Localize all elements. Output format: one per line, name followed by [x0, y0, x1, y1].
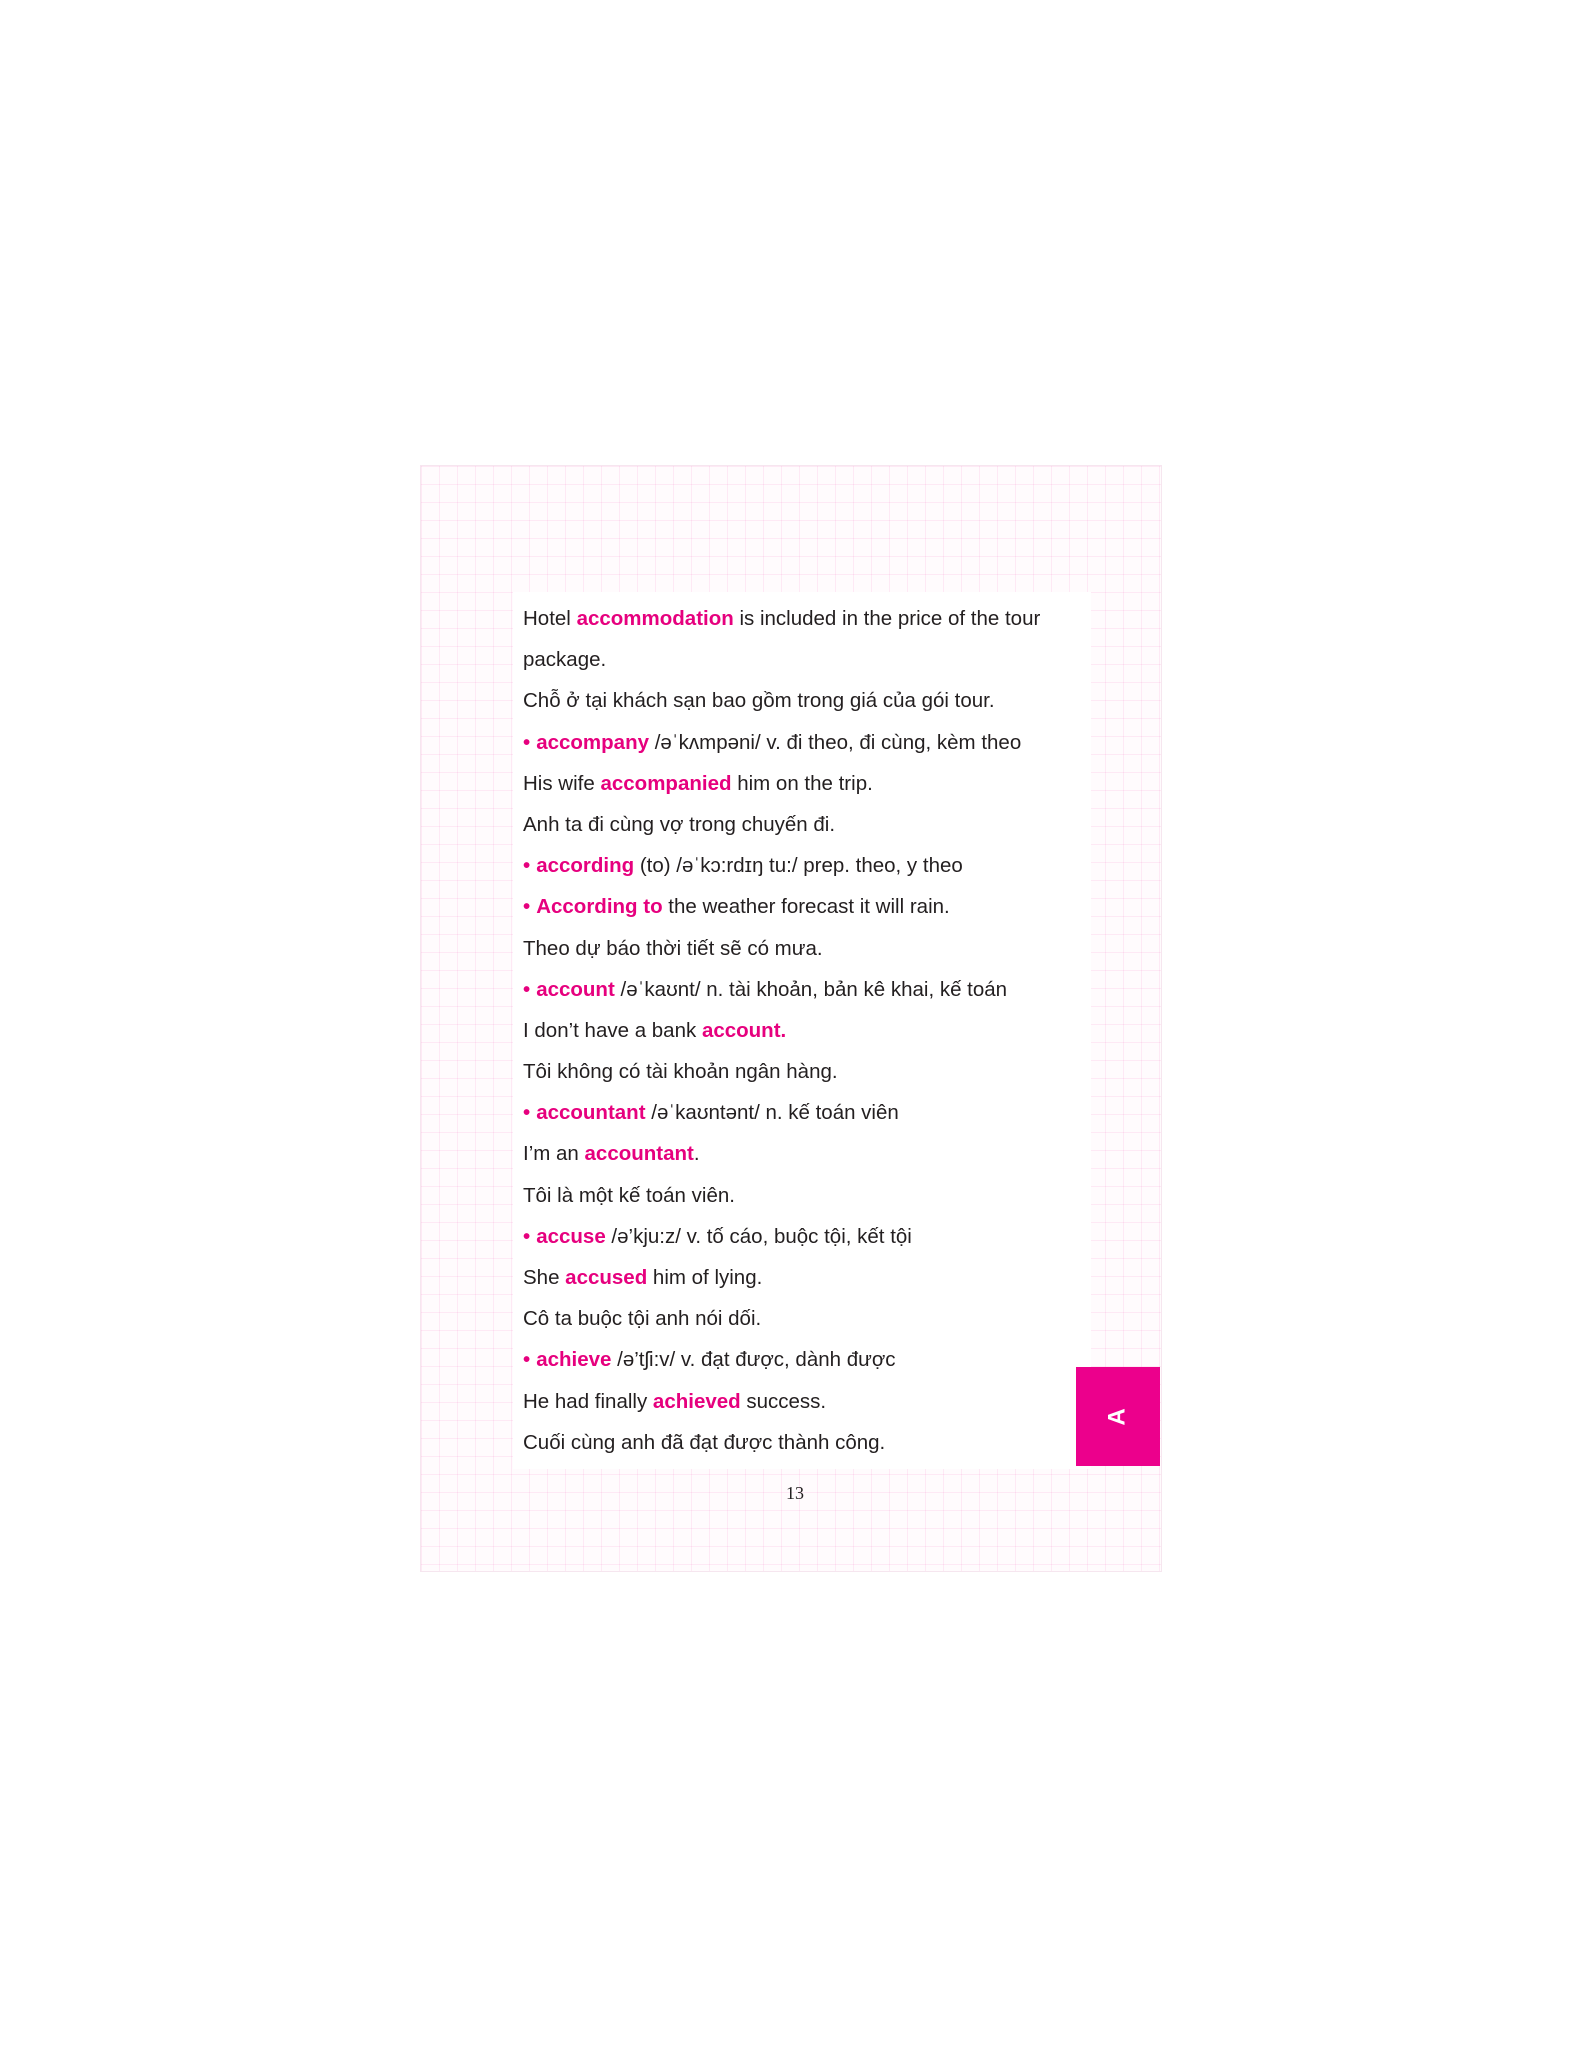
text-segment: the weather forecast it will rain. — [662, 895, 950, 919]
bullet-icon: • — [523, 730, 531, 754]
entry-headword-line — [523, 969, 1081, 1010]
text-segment: Tôi là một kế toán viên. — [523, 1183, 735, 1207]
text-segment: Anh ta đi cùng vợ trong chuyến đi. — [523, 812, 836, 836]
text-segment: I don’t have a bank — [523, 1018, 702, 1042]
text-line — [523, 928, 1081, 969]
highlighted-word: account — [536, 977, 615, 1001]
text-segment: /əˈkaʊnt/ n. tài khoản, bản kê khai, kế toán — [614, 977, 1008, 1001]
text-line — [523, 763, 1081, 804]
bullet-icon: • — [523, 977, 531, 1001]
text-segment: Chỗ ở tại khách sạn bao gồm trong giá của gói tour. — [523, 689, 995, 713]
bullet-icon: • — [523, 1348, 531, 1372]
bullet-icon: • — [523, 895, 531, 919]
text-segment: Cuối cùng anh đã đạt được thành công. — [523, 1430, 886, 1454]
highlighted-word: according — [536, 854, 635, 878]
section-tab — [1076, 1367, 1160, 1466]
text-segment: (to) /əˈkɔ:rdɪŋ tu:/ prep. theo, y theo — [634, 854, 963, 878]
bullet-icon: • — [523, 854, 531, 878]
text-segment: Tôi không có tài khoản ngân hàng. — [523, 1060, 838, 1084]
text-segment: . — [693, 1142, 700, 1166]
text-segment: Theo dự báo thời tiết sẽ có mưa. — [523, 936, 823, 960]
text-segment: /əˈkaʊntənt/ n. kế toán viên — [645, 1101, 899, 1125]
highlighted-word: accountant — [584, 1142, 694, 1166]
text-segment: him on the trip. — [731, 771, 873, 795]
text-segment: package. — [523, 648, 607, 672]
entry-headword-line — [523, 1092, 1081, 1133]
highlighted-word: According to — [536, 895, 663, 919]
text-line — [523, 639, 1081, 680]
text-line — [523, 1010, 1081, 1051]
entry-headword-line — [523, 1216, 1081, 1257]
text-segment: Hotel — [523, 607, 577, 630]
text-line — [523, 1257, 1081, 1298]
text-line — [523, 598, 1081, 639]
text-segment: success. — [740, 1389, 827, 1413]
text-line — [523, 1175, 1081, 1216]
text-line — [523, 1422, 1081, 1463]
text-segment: I’m an — [523, 1142, 585, 1166]
text-segment: He had finally — [523, 1389, 653, 1413]
highlighted-word: accompany — [536, 730, 649, 754]
entry-headword-line — [523, 886, 1081, 927]
highlighted-word: accommodation — [576, 607, 734, 630]
text-line — [523, 804, 1081, 845]
text-line — [523, 680, 1081, 721]
text-segment: /əˈkʌmpəni/ v. đi theo, đi cùng, kèm theo — [649, 730, 1022, 754]
bullet-icon: • — [523, 1101, 531, 1125]
highlighted-word: account. — [701, 1018, 787, 1042]
text-segment: She — [523, 1266, 566, 1289]
highlighted-word: accused — [565, 1266, 648, 1289]
text-segment: him of lying. — [647, 1266, 763, 1289]
vocabulary-content — [513, 592, 1091, 1469]
highlighted-word: accountant — [536, 1101, 646, 1125]
highlighted-word: accuse — [536, 1224, 606, 1248]
text-segment: /ə’kju:z/ v. tố cáo, buộc tội, kết tội — [605, 1224, 912, 1248]
text-line — [523, 1298, 1081, 1339]
text-line — [523, 1051, 1081, 1092]
text-segment: Cô ta buộc tội anh nói dối. — [523, 1307, 762, 1331]
entry-headword-line — [523, 845, 1081, 886]
text-segment: His wife — [523, 771, 601, 795]
bullet-icon: • — [523, 1224, 531, 1248]
text-segment: is included in the price of the tour — [733, 607, 1041, 630]
highlighted-word: achieve — [536, 1348, 612, 1372]
highlighted-word: accompanied — [600, 771, 732, 795]
text-segment: /ə’tʃi:v/ v. đạt được, dành được — [611, 1348, 896, 1372]
page-number: 13 — [786, 1483, 804, 1503]
book-page — [420, 465, 1162, 1572]
highlighted-word: achieved — [652, 1389, 741, 1413]
entry-headword-line — [523, 1339, 1081, 1380]
entry-headword-line — [523, 722, 1081, 763]
text-line — [523, 1133, 1081, 1174]
section-tab-letter: A — [1104, 1407, 1131, 1426]
text-line — [523, 1381, 1081, 1422]
